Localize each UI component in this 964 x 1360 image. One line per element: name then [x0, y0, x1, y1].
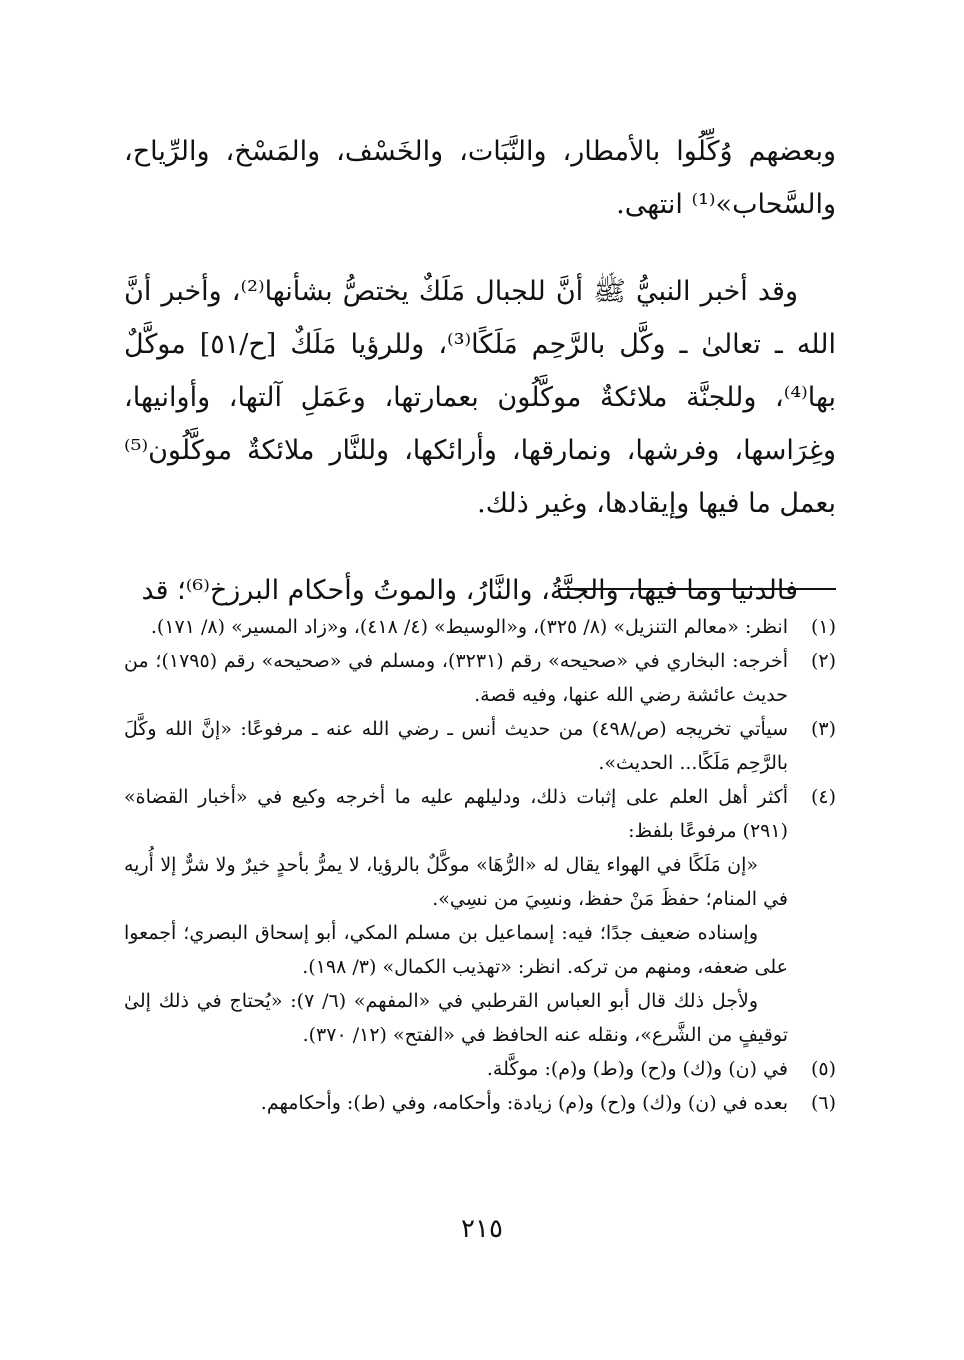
footnote-text: في (ن) و(ك) و(ح) و(ط) و(م): موكَّلة. [486, 1058, 788, 1080]
footnote-number: (٦) [810, 1092, 836, 1114]
footnote-5 [124, 1052, 836, 1086]
footnote-number: (٤) [810, 786, 836, 808]
footnote-text: سيأتي تخريجه (ص/٤٩٨) من حديث أنس ـ رضي الله عنه ـ مرفوعًا: «إنَّ الله وكَّلَ بالرَّحِم مَلَكًا... الحديث». [124, 718, 788, 774]
footnote-text: ولأجل ذلك قال أبو العباس القرطبي في «المفهم» (٦/ ٧): «يُحتاج في ذلك إلىٰ توقيفٍ من الشَّرع»، ونقله عنه الحافظ في «الفتح» (١٢/ ٣٧٠). [124, 990, 788, 1046]
footnote-separator [558, 588, 836, 590]
footnote-2 [124, 644, 836, 712]
footnote-4-quote [124, 848, 836, 916]
page-number: ٢١٥ [461, 1214, 503, 1244]
paragraph-3: فالدنيا وما فيها، والجنَّةُ، والنَّارُ، والموتُ وأحكام البرزخ⁽⁶⁾؛ قد [141, 575, 798, 606]
footnote-3 [124, 712, 836, 780]
footnote-4-isnad [124, 916, 836, 984]
paragraph-2: وقد أخبر النبيُّ ﷺ أنَّ للجبال مَلَكٌ يختصُّ بشأنها⁽²⁾، وأخبر أنَّ الله ـ تعالىٰ ـ وكَّل بالرَّحِم مَلَكًا⁽³⁾، وللرؤيا مَلَكٌ [ح/٥١] موكَّلٌ بها⁽⁴⁾، وللجنَّة ملائكةٌ موكَّلُون بعمارتها، وعَمَلِ آلتها، وأوانيها، وغِرَاسها، وفرشها، ونمارقها، وأرائكها، وللنَّار ملائكةٌ موكَّلُون⁽⁵⁾ بعمل ما فيها وإيقادها، وغير ذلك. [124, 276, 836, 519]
footnote-number: (٥) [810, 1058, 836, 1080]
footnote-6 [124, 1086, 836, 1120]
footnote-text: بعده في (ن) و(ك) و(ح) و(م) زيادة: وأحكامه، وفي (ط): وأحكامهم. [260, 1092, 788, 1114]
paragraph-1: وبعضهم وُكِّلُوا بالأمطار، والنَّبَات، والخَسْف، والمَسْخ، والرِّياح، والسَّحاب»⁽¹⁾ انتهى. [124, 136, 836, 220]
footnotes [124, 610, 836, 1120]
footnote-text: أكثر أهل العلم على إثبات ذلك، ودليلهم عليه ما أخرجه وكيع في «أخبار القضاة» (٢٩١) مرفوعًا بلفظ: [124, 786, 788, 842]
footnote-text: وإسناده ضعيف جدًا؛ فيه: إسماعيل بن مسلم المكي، أبو إسحاق البصري؛ أجمعوا على ضعفه، ومنهم من تركه. انظر: «تهذيب الكمال» (٣/ ١٩٨). [124, 922, 788, 978]
footnote-4 [124, 780, 836, 848]
footnote-text: أخرجه: البخاري في «صحيحه» رقم (٣٢٣١)، ومسلم في «صحيحه» رقم (١٧٩٥)؛ من حديث عائشة رضي الله عنها، وفيه قصة. [124, 650, 788, 706]
footnote-4-qurtubi [124, 984, 836, 1052]
main-text [124, 125, 836, 617]
footnote-text: «إن مَلَكًا في الهواء يقال له «الرُّهَا» موكَّلٌ بالرؤيا، لا يمرُّ بأحدٍ خيرٌ ولا شرٌّ إلا أُريه في المنام؛ حفظَ مَنْ حفظ، ونسِيَ من نسِي». [124, 854, 788, 910]
footnote-text: انظر: «معالم التنزيل» (٨/ ٣٢٥)، و«الوسيط» (٤/ ٤١٨)، و«زاد المسير» (٨/ ١٧١). [150, 616, 788, 638]
footnote-number: (٢) [810, 650, 836, 672]
footnote-1 [124, 610, 836, 644]
footnote-number: (١) [810, 616, 836, 638]
footnote-number: (٣) [810, 718, 836, 740]
